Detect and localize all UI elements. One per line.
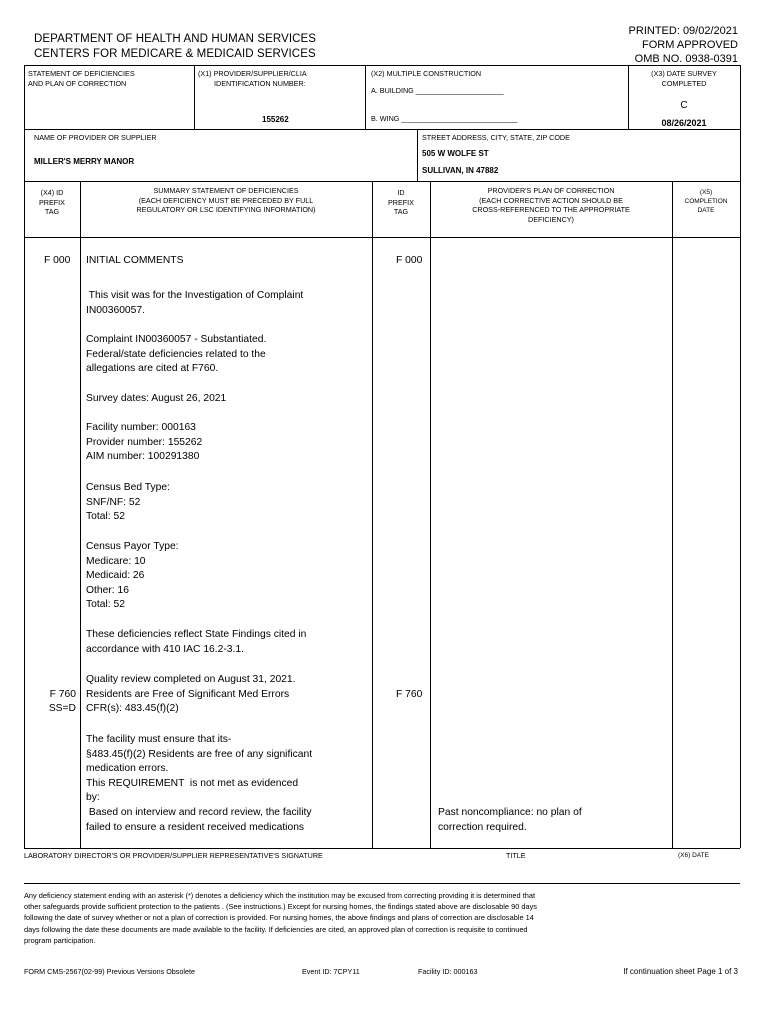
address-label: STREET ADDRESS, CITY, STATE, ZIP CODE bbox=[422, 133, 570, 142]
text-line: days following the date these documents are made available to the facility. If deficiencies are cited, an approved plan of correction is requisite to continued bbox=[24, 924, 528, 934]
paragraph-census-bed bbox=[86, 481, 356, 525]
signature-date-label: (X6) DATE bbox=[678, 852, 709, 859]
form-approval-block bbox=[629, 24, 738, 66]
id-prefix-header bbox=[372, 188, 430, 217]
paragraph-quality-review bbox=[86, 673, 356, 717]
omb-number: OMB NO. 0938-0391 bbox=[634, 53, 738, 65]
divider bbox=[80, 181, 81, 848]
divider bbox=[24, 65, 25, 848]
label-line: AND PLAN OF CORRECTION bbox=[28, 78, 127, 88]
plan-of-correction-text bbox=[438, 806, 582, 835]
address-line1: 505 W WOLFE ST bbox=[422, 149, 489, 158]
x3-label bbox=[628, 69, 740, 88]
label-line: (X3) DATE SURVEY bbox=[651, 69, 717, 78]
tag-f000-right: F 000 bbox=[396, 255, 423, 266]
initial-comments-heading: INITIAL COMMENTS bbox=[86, 255, 184, 266]
department-title: DEPARTMENT OF HEALTH AND HUMAN SERVICES bbox=[34, 33, 317, 45]
label-line: (X1) PROVIDER/SUPPLIER/CLIA bbox=[198, 69, 307, 78]
wing-label: B. WING _____________________________ bbox=[371, 114, 518, 123]
header-line: PROVIDER'S PLAN OF CORRECTION bbox=[487, 186, 615, 195]
paragraph-facility bbox=[86, 421, 356, 465]
header-line: (X5) bbox=[699, 189, 713, 196]
divider bbox=[24, 883, 740, 884]
header-line: COMPLETION bbox=[684, 198, 728, 205]
text-line: SNF/NF: 52 bbox=[86, 496, 141, 508]
divider bbox=[365, 65, 366, 129]
address-line2: SULLIVAN, IN 47882 bbox=[422, 166, 499, 175]
text-line: §483.45(f)(2) Residents are free of any significant bbox=[86, 748, 313, 760]
header-line: (X4) ID bbox=[40, 188, 64, 197]
text-line: accordance with 410 IAC 16.2-3.1. bbox=[86, 643, 244, 655]
text-line: This REQUIREMENT is not met as evidenced bbox=[86, 777, 299, 789]
tag-f000-left: F 000 bbox=[44, 255, 71, 266]
text-line: program participation. bbox=[24, 935, 96, 945]
paragraph-complaint bbox=[86, 333, 356, 377]
header-line: (EACH CORRECTIVE ACTION SHOULD BE bbox=[479, 195, 623, 205]
signature-label: LABORATORY DIRECTOR'S OR PROVIDER/SUPPLIER REPRESENTATIVE'S SIGNATURE bbox=[24, 851, 323, 860]
plan-header bbox=[430, 186, 672, 224]
divider bbox=[24, 848, 740, 849]
header-line: ID bbox=[397, 188, 405, 197]
text-line: by: bbox=[86, 792, 100, 804]
text-line: Facility number: 000163 bbox=[86, 422, 196, 433]
text-line: Quality review completed on August 31, 2021. bbox=[86, 674, 296, 685]
paragraph-requirement bbox=[86, 733, 356, 835]
text-line: These deficiencies reflect State Findings cited in bbox=[86, 629, 307, 640]
header-line: PREFIX bbox=[39, 197, 65, 207]
form-header bbox=[34, 32, 316, 62]
survey-code: C bbox=[680, 100, 688, 111]
text-line: Complaint IN00360057 - Substantiated. bbox=[86, 334, 267, 345]
statement-label bbox=[28, 69, 135, 88]
text-line: Total: 52 bbox=[86, 599, 125, 611]
paragraph-survey-dates bbox=[86, 392, 356, 407]
header-line: DEFICIENCY) bbox=[528, 214, 574, 224]
page-continuation: If continuation sheet Page 1 of 3 bbox=[623, 967, 738, 976]
title-label: TITLE bbox=[506, 851, 526, 860]
text-line: following the date of survey whether or not a plan of correction is provided. For nursing homes, the above findings and plans of correction are disclosable 14 bbox=[24, 913, 534, 923]
text-line: Any deficiency statement ending with an asterisk (*) denotes a deficiency which the institution may be excused from correcting providing it is determined that bbox=[24, 891, 536, 900]
text-line: AIM number: 100291380 bbox=[86, 451, 200, 463]
divider bbox=[430, 181, 431, 848]
paragraph-visit bbox=[86, 289, 356, 318]
x4-header bbox=[24, 188, 80, 217]
text-line: Survey dates: August 26, 2021 bbox=[86, 393, 227, 404]
text-line: correction required. bbox=[438, 821, 527, 833]
f760-cfr: CFR(s): 483.45(f)(2) bbox=[86, 703, 179, 715]
text-line: Federal/state deficiencies related to the bbox=[86, 348, 266, 360]
printed-date: PRINTED: 09/02/2021 bbox=[628, 25, 738, 37]
summary-header bbox=[80, 186, 372, 215]
divider bbox=[417, 129, 418, 181]
header-line: (EACH DEFICIENCY MUST BE PRECEDED BY FULL bbox=[138, 195, 314, 205]
divider bbox=[24, 129, 740, 130]
text-line: allegations are cited at F760. bbox=[86, 363, 219, 375]
tag-f760-severity: SS=D bbox=[48, 703, 76, 714]
text-line: IN00360057. bbox=[86, 304, 145, 316]
form-id: FORM CMS-2567(02-99) Previous Versions Obsolete bbox=[24, 967, 195, 976]
header-line: DATE bbox=[697, 207, 715, 214]
divider bbox=[372, 181, 373, 848]
x5-header bbox=[672, 188, 740, 215]
text-line: failed to ensure a resident received medications bbox=[86, 821, 305, 833]
label-line: IDENTIFICATION NUMBER: bbox=[214, 78, 306, 88]
disclaimer bbox=[24, 890, 740, 946]
tag-f760-right: F 760 bbox=[396, 689, 423, 700]
text-line: Total: 52 bbox=[86, 511, 125, 523]
header-line: SUMMARY STATEMENT OF DEFICIENCIES bbox=[153, 186, 299, 195]
header-line: TAG bbox=[44, 207, 60, 216]
text-line: Medicaid: 26 bbox=[86, 570, 145, 582]
text-line: Medicare: 10 bbox=[86, 555, 146, 567]
label-line: COMPLETED bbox=[661, 78, 707, 88]
text-line: Past noncompliance: no plan of bbox=[438, 807, 582, 818]
divider bbox=[24, 65, 740, 66]
divider bbox=[672, 181, 673, 848]
divider bbox=[24, 181, 740, 182]
text-line: Census Bed Type: bbox=[86, 482, 170, 493]
text-line: other safeguards provide sufficient protection to the patients . (See instructions.) Except for nursing homes, the findings stated above are disclosable 90 days bbox=[24, 902, 537, 912]
building-label: A. BUILDING ______________________ bbox=[371, 86, 504, 95]
tag-f760-left: F 760 bbox=[49, 689, 76, 700]
text-line: The facility must ensure that its- bbox=[86, 734, 232, 745]
f760-title: Residents are Free of Significant Med Errors bbox=[86, 688, 290, 700]
text-line: Based on interview and record review, the facility bbox=[86, 806, 312, 818]
text-line: This visit was for the Investigation of Complaint bbox=[86, 290, 304, 301]
text-line: medication errors. bbox=[86, 763, 169, 775]
provider-id-value: 155262 bbox=[262, 115, 289, 124]
text-line: Other: 16 bbox=[86, 584, 129, 596]
paragraph-census-payor bbox=[86, 540, 356, 613]
header-line: REGULATORY OR LSC IDENTIFYING INFORMATION) bbox=[136, 205, 316, 214]
divider bbox=[740, 65, 741, 848]
survey-date-value: 08/26/2021 bbox=[661, 118, 707, 128]
divider bbox=[194, 65, 195, 129]
paragraph-state-findings bbox=[86, 628, 356, 657]
header-line: PREFIX bbox=[388, 197, 414, 207]
header-line: TAG bbox=[393, 207, 409, 216]
x2-label: (X2) MULTIPLE CONSTRUCTION bbox=[371, 69, 482, 78]
provider-name-label: NAME OF PROVIDER OR SUPPLIER bbox=[34, 133, 157, 142]
label-line: STATEMENT OF DEFICIENCIES bbox=[28, 69, 135, 78]
header-line: CROSS-REFERENCED TO THE APPROPRIATE bbox=[472, 205, 630, 214]
text-line: Census Payor Type: bbox=[86, 541, 179, 552]
divider bbox=[24, 237, 740, 238]
form-approved: FORM APPROVED bbox=[642, 39, 738, 51]
event-id: Event ID: 7CPY11 bbox=[302, 967, 360, 976]
provider-name-value: MILLER'S MERRY MANOR bbox=[34, 157, 135, 166]
centers-title: CENTERS FOR MEDICARE & MEDICAID SERVICES bbox=[34, 48, 316, 60]
x1-label bbox=[198, 69, 307, 88]
facility-id: Facility ID: 000163 bbox=[418, 967, 478, 976]
text-line: Provider number: 155262 bbox=[86, 436, 203, 448]
